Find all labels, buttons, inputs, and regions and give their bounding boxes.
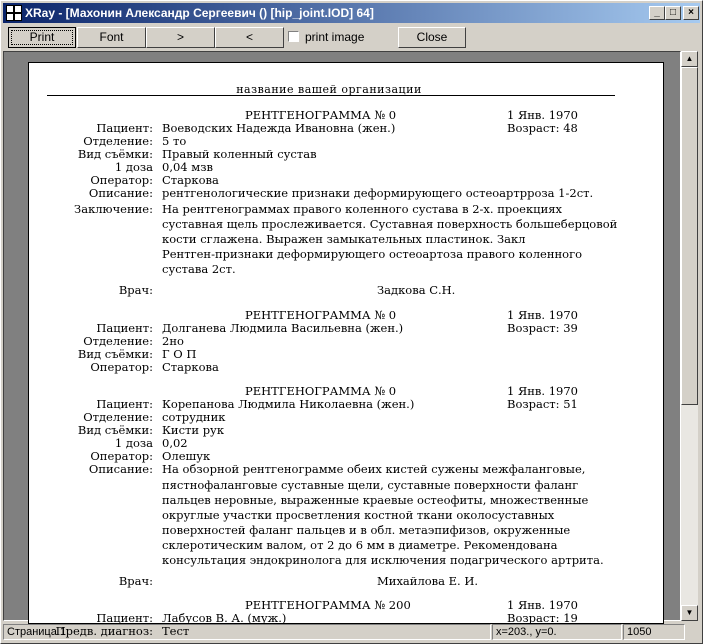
age-value: 19 <box>563 611 578 625</box>
shot-type-value: Правый коленный сустав <box>162 147 317 161</box>
description-label: Описание: <box>88 186 153 200</box>
print-image-checkbox[interactable] <box>288 31 299 42</box>
dose-value: 0,02 <box>162 436 188 450</box>
description-line: пястнофаланговые суставные щели, суставные поверхности фаланг <box>162 478 579 492</box>
record-title: РЕНТГЕНОГРАММА № 0 <box>245 308 397 322</box>
doctor-name: Михайлова Е. И. <box>377 574 479 588</box>
diagnosis-value: Тест <box>162 624 190 638</box>
department-value: 2но <box>162 334 184 348</box>
title-bar[interactable] <box>3 3 700 23</box>
shot-type-label: Вид съёмки: <box>77 347 153 361</box>
patient-value: Лабусов В. А. (муж.) <box>162 611 287 625</box>
close-window-button[interactable]: × <box>683 6 699 20</box>
dose-value: 0,04 мзв <box>162 160 213 174</box>
window-title: XRay - [Махонин Александр Сергеевич () [hip_joint.IOD] 64] <box>25 6 374 20</box>
department-value: 5 то <box>162 134 187 148</box>
diagnosis-label: Предв. диагноз: <box>55 624 153 638</box>
shot-type-value: Кисти рук <box>162 423 225 437</box>
organization-name: название вашей организации <box>236 83 422 96</box>
conclusion-line: На рентгенограммах правого коленного сустава в 2-х. проекциях <box>162 202 562 216</box>
scroll-up-button[interactable]: ▲ <box>681 51 698 67</box>
next-page-button[interactable]: > <box>146 27 215 48</box>
patient-value: Воеводских Надежда Ивановна (жен.) <box>162 121 396 135</box>
record-title: РЕНТГЕНОГРАММА № 0 <box>245 108 397 122</box>
record-date: 1 Янв. 1970 <box>507 384 578 398</box>
operator-label: Оператор: <box>90 360 153 374</box>
scroll-thumb[interactable] <box>681 67 698 405</box>
status-number: 1050 <box>623 624 685 640</box>
description-line: поверхностей фаланг пальцев и в обл. метаэпифизов, окруженные <box>162 523 571 537</box>
operator-value: Старкова <box>162 360 219 374</box>
description-line: пальцев неровные, выраженные краевые остеофиты, множественные <box>162 493 589 507</box>
status-bar <box>3 623 700 641</box>
vertical-scrollbar[interactable] <box>681 51 698 621</box>
shot-type-label: Вид съёмки: <box>77 423 153 437</box>
patient-label: Пациент: <box>96 611 153 625</box>
patient-label: Пациент: <box>96 121 153 135</box>
department-label: Отделение: <box>83 334 153 348</box>
doctor-label: Врач: <box>118 574 153 588</box>
print-image-label[interactable]: print image <box>305 30 365 44</box>
department-label: Отделение: <box>83 410 153 424</box>
font-button[interactable]: Font <box>77 27 146 48</box>
prev-page-button[interactable]: < <box>215 27 284 48</box>
department-label: Отделение: <box>83 134 153 148</box>
conclusion-line: кости сглажена. Выражен замыкательных пластинок. Закл <box>162 232 526 246</box>
close-report-button[interactable]: Close <box>398 27 466 48</box>
description-text: рентгенологические признаки деформирующего остеоартрроза 1-2ст. <box>162 186 594 200</box>
record-date: 1 Янв. 1970 <box>507 108 578 122</box>
print-button[interactable]: Print <box>8 27 76 48</box>
xray-app-icon[interactable] <box>6 5 22 21</box>
dose-label: 1 доза <box>114 160 153 174</box>
age-label: Возраст: 39 <box>507 321 578 335</box>
conclusion-label: Заключение: <box>74 202 153 216</box>
doctor-label: Врач: <box>118 283 153 297</box>
department-value: сотрудник <box>162 410 226 424</box>
record-date: 1 Янв. 1970 <box>507 598 578 612</box>
description-label: Описание: <box>88 462 153 476</box>
description-line: консультация эндокринолога для исключения подагрического артрита. <box>162 553 604 567</box>
toolbar <box>3 25 700 49</box>
scroll-down-button[interactable]: ▼ <box>681 605 698 621</box>
age-value: 51 <box>563 397 578 411</box>
age-value: 39 <box>563 321 578 335</box>
description-line: На обзорной рентгенограмме обеих кистей сужены межфаланговые, <box>162 462 586 476</box>
status-page: Страница 1 <box>3 624 491 640</box>
operator-label: Оператор: <box>90 173 153 187</box>
dose-label: 1 доза <box>114 436 153 450</box>
organization-divider <box>47 95 615 96</box>
conclusion-line: суставная щель прослеживается. Суставная поверхность большеберцовой <box>162 217 618 231</box>
record-title: РЕНТГЕНОГРАММА № 0 <box>245 384 397 398</box>
record-title: РЕНТГЕНОГРАММА № 200 <box>245 598 411 612</box>
operator-value: Старкова <box>162 173 219 187</box>
shot-type-value: Г О П <box>162 347 197 361</box>
description-line: склеротическим валом, от 2 до 6 мм в диаметре. Рекомендована <box>162 538 558 552</box>
patient-value: Долганева Людмила Васильевна (жен.) <box>162 321 404 335</box>
age-label: Возраст: 51 <box>507 397 578 411</box>
minimize-button[interactable]: _ <box>649 6 665 20</box>
shot-type-label: Вид съёмки: <box>77 147 153 161</box>
maximize-button[interactable]: □ <box>665 6 681 20</box>
operator-value: Олешук <box>162 449 211 463</box>
doctor-name: Задкова С.Н. <box>377 283 456 297</box>
age-value: 48 <box>563 121 578 135</box>
patient-value: Корепанова Людмила Николаевна (жен.) <box>162 397 415 411</box>
operator-label: Оператор: <box>90 449 153 463</box>
age-label: Возраст: 48 <box>507 121 578 135</box>
age-label: Возраст: 19 <box>507 611 578 625</box>
patient-label: Пациент: <box>96 321 153 335</box>
status-coords: x=203., y=0. <box>492 624 622 640</box>
conclusion-line: сустава 2ст. <box>162 262 236 276</box>
record-date: 1 Янв. 1970 <box>507 308 578 322</box>
description-line: округлые участки просветления костной ткани околосуставных <box>162 508 555 522</box>
conclusion-line: Рентген-признаки деформирующего остеоартоза правого коленного <box>162 247 583 261</box>
patient-label: Пациент: <box>96 397 153 411</box>
